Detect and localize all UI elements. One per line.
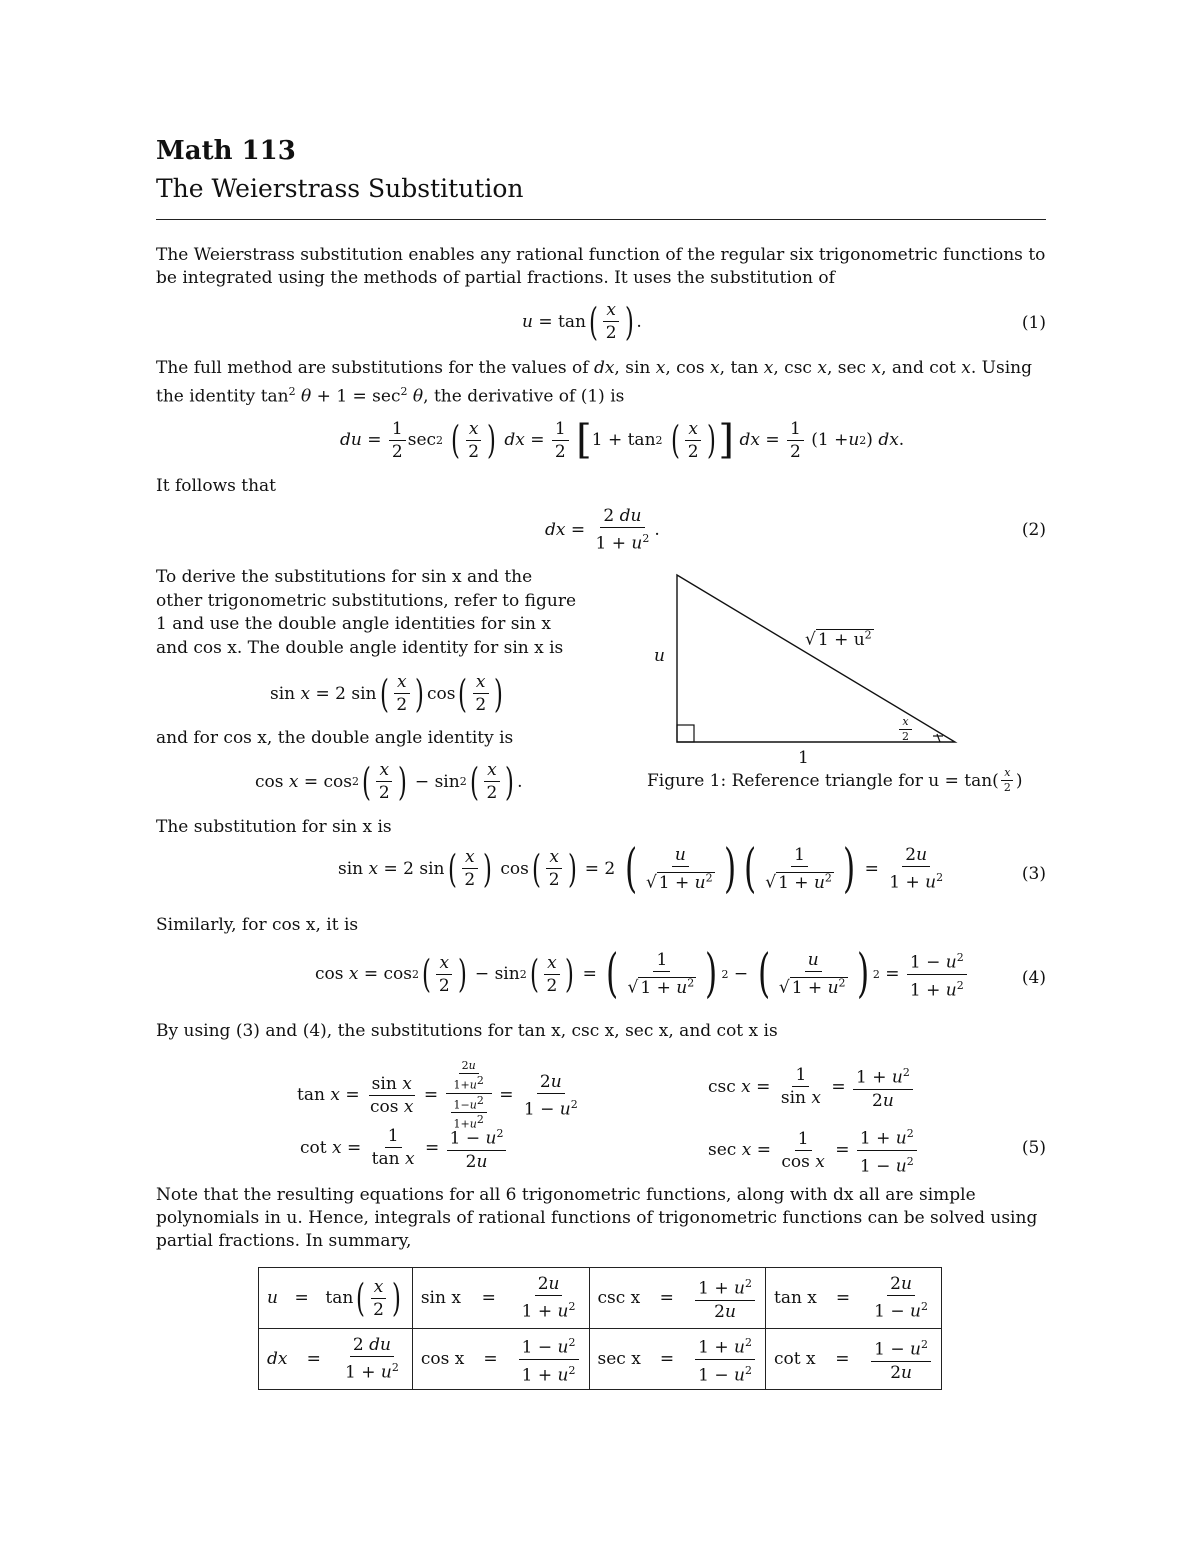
reference-triangle	[640, 565, 1000, 765]
sec-substitution: sec x = $\frac{1}{\text{cos x}}$ = $\frac{1 + u^2}{1 - u^2}$	[708, 1124, 919, 1176]
equation-5-number: (5)	[1021, 1138, 1046, 1158]
summary-line-1: Note that the resulting equations for all 6 trigonometric functions, along with dx all are simple	[156, 1185, 976, 1205]
table-cell-sec: sec x = $\frac{1 + u^2}{1 - u^2}$	[589, 1329, 765, 1390]
cos-identity-intro: and for cos x, the double angle identity is	[156, 728, 514, 748]
triangle-label-hypotenuse: √ $1 + u^2$	[805, 628, 872, 650]
equation-3-number: (3)	[1021, 864, 1046, 884]
csc-substitution: csc x = $\frac{1}{\text{sin x}}$ = $\frac{1 + u^2}{2u}$	[708, 1063, 915, 1111]
table-cell-cot: cot x = $\frac{1 - u^2}{2u}$	[765, 1329, 941, 1390]
double-angle-line-4: and cos x. The double angle identity for sin x is	[156, 637, 564, 658]
summary-table	[258, 1267, 942, 1390]
page-title: Math 113	[156, 136, 296, 166]
table-cell-sin: sin x = $\frac{2u}{1 + u^2}$	[412, 1268, 589, 1329]
triangle-label-base: 1	[798, 748, 809, 768]
tan-substitution: tan x = $\frac{\text{sin x}}{\text{cos x}}$ = $\frac{\frac{2u}{1+u^2}}{\frac{1-u^2}{1+u^2}}$ = $\frac{2u}{1 - u^2}$	[297, 1059, 578, 1131]
intro-paragraph	[156, 244, 1046, 290]
equation-1-number: (1)	[1021, 313, 1046, 333]
table-cell-tan: tan x = $\frac{2u}{1 - u^2}$	[765, 1268, 941, 1329]
method-paragraph	[156, 357, 1046, 409]
summary-line-3: partial fractions. In summary,	[156, 1231, 412, 1251]
equation-1: u = tan ( $\frac{x}{2}$ ) .	[522, 299, 642, 344]
follows-text: It follows that	[156, 476, 277, 496]
triangle-label-angle: $\frac{x}{2}$	[897, 716, 914, 743]
cos-substitution-intro: Similarly, for cos x, it is	[156, 915, 359, 935]
equation-2-number: (2)	[1021, 520, 1046, 540]
right-angle-marker	[677, 725, 694, 742]
method-line-2: the identity $\tan^2 \theta + 1 = \sec^2 \theta$, the derivative of (1) is	[156, 385, 625, 407]
table-cell-csc: csc x = $\frac{1 + u^2}{2u}$	[589, 1268, 765, 1329]
sin-double-angle: sin x = 2 sin ( $\frac{x}{2}$ ) cos ( $\frac{x}{2}$ )	[270, 671, 504, 716]
equation-2: dx = $\frac{2 du}{1 + u^2}$ .	[545, 506, 660, 554]
equation-3: sin x = 2 sin ( $\frac{x}{2}$ ) cos ( $\frac{x}{2}$ ) = 2 ( $\frac{u}{√ 1 + u^2}$ ) ( $\frac{1}{√ 1 + u^2}$ ) = $\frac{2u}{1 + u^2}$	[338, 838, 944, 899]
header-rule	[156, 219, 1046, 220]
summary-paragraph	[156, 1184, 1046, 1253]
cot-substitution: cot x = $\frac{1}{\text{tan x}}$ = $\frac{1 - u^2}{2u}$	[300, 1124, 508, 1172]
double-angle-line-2: other trigonometric substitutions, refer to figure	[156, 590, 577, 611]
table-cell-cos: cos x = $\frac{1 - u^2}{1 + u^2}$	[412, 1329, 589, 1390]
table-row	[259, 1329, 942, 1390]
triangle-label-u: u	[654, 646, 665, 666]
sin-substitution-intro: The substitution for sin x is	[156, 817, 392, 837]
double-angle-paragraph	[156, 566, 586, 660]
summary-line-2: polynomials in u. Hence, integrals of rational functions of trigonometric functions can be solved using	[156, 1208, 1038, 1228]
equation-4-number: (4)	[1021, 968, 1046, 988]
table-cell-u: u = tan( $\frac{x}{2}$ )	[259, 1268, 413, 1329]
table-cell-dx: dx = $\frac{2 du}{1 + u^2}$	[259, 1329, 413, 1390]
angle-arc	[937, 734, 940, 742]
other-substitutions-intro: By using (3) and (4), the substitutions for tan x, csc x, sec x, and cot x is	[156, 1021, 778, 1041]
method-line-1: The full method are substitutions for the values of dx, sin x, cos x, tan x, csc x, sec x, and cot x. Using	[156, 358, 1032, 378]
intro-line-2: be integrated using the methods of partial fractions. It uses the substitution of	[156, 268, 835, 288]
cos-double-angle: cos x = cos 2 ( $\frac{x}{2}$ ) − sin 2 ( $\frac{x}{2}$ ) .	[255, 759, 523, 804]
page-subtitle: The Weierstrass Substitution	[156, 174, 524, 203]
intro-line-1: The Weierstrass substitution enables any rational function of the regular six trigonometric functions to	[156, 245, 1046, 265]
figure-caption: Figure 1: Reference triangle for u = tan( $\frac{x}{2}$ )	[647, 766, 1023, 794]
table-row	[259, 1268, 942, 1329]
equation-4: cos x = cos 2 ( $\frac{x}{2}$ ) − sin 2 ( $\frac{x}{2}$ ) = ( $\frac{1}{√ 1 + u^2}$ ) 2 − ( $\frac{u}{√ 1 + u^2}$ ) 2 = $\frac{1 - u^2}{1 + u^2}$	[315, 948, 969, 1000]
double-angle-line-3: 1 and use the double angle identities for sin x	[156, 614, 551, 634]
derivative-equation: du = $\frac{1}{2}$ sec 2 ( $\frac{x}{2}$ ) dx = $\frac{1}{2}$ [ 1 + tan 2 ( $\frac{x}{2}$ ) ] dx = $\frac{1}{2}$ (1 + u 2 ) dx .	[340, 417, 905, 463]
double-angle-line-1: To derive the substitutions for sin x and the	[156, 567, 533, 587]
